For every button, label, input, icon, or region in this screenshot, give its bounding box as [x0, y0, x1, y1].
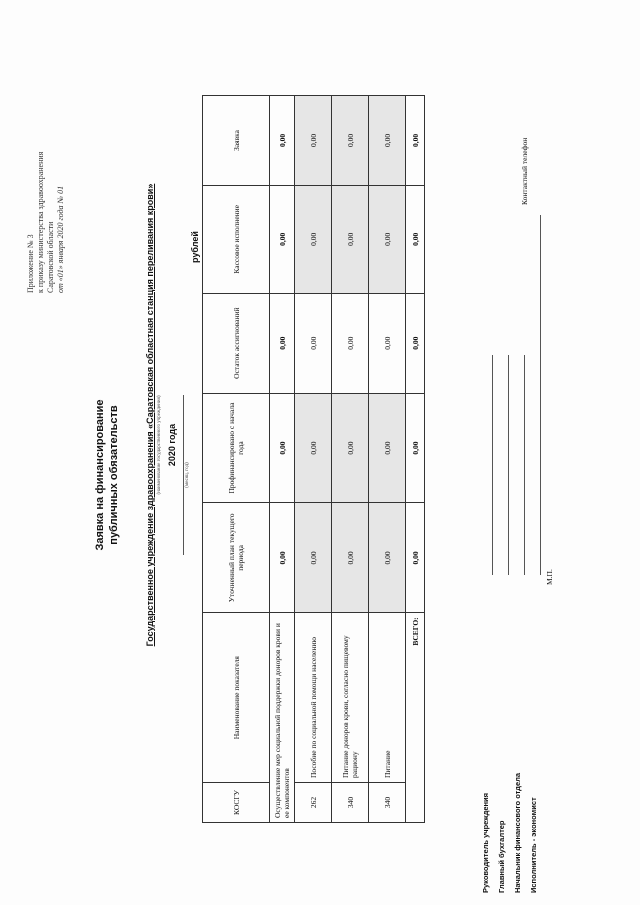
cell: 0,00	[295, 185, 332, 293]
appendix-note	[26, 152, 66, 293]
stamp-label: М.П.	[545, 569, 554, 585]
header-cell: Профинансировано с начала года	[203, 393, 270, 503]
cell: 0,00	[332, 293, 369, 393]
signature-line	[524, 355, 525, 575]
name-cell: Питание	[369, 613, 406, 783]
kosgu-cell: 262	[295, 783, 332, 823]
table-row	[295, 96, 332, 823]
cell: 0,00	[270, 96, 295, 186]
cell: 0,00	[332, 393, 369, 503]
table-row	[332, 96, 369, 823]
cell: 0,00	[369, 503, 406, 613]
appendix-line: от «01» января 2020 года № 01	[56, 185, 65, 293]
header-cell: Заявка	[203, 96, 270, 186]
appendix-line: Саратовской области	[46, 221, 55, 293]
document-title	[93, 325, 121, 625]
appendix-line: к приказу министерства здравоохранения	[36, 151, 45, 293]
cell: 0,00	[406, 185, 425, 293]
cell: 0,00	[332, 503, 369, 613]
header-cell: Наименование показателя	[203, 613, 270, 783]
header-cell: Кассовое исполнение	[203, 185, 270, 293]
signature-label: Руководитель учреждения	[481, 792, 490, 893]
period-note: (месяц, год)	[183, 395, 190, 555]
signature-line	[492, 355, 493, 575]
total-label: ВСЕГО:	[406, 613, 425, 823]
organization-name: Государственное учреждение здравоохранения «Саратовская областная станция переливания крови»	[145, 183, 155, 647]
name-cell: Пособие по социальной помощи населению	[295, 613, 332, 783]
cell: 0,00	[406, 96, 425, 186]
signature-block	[478, 773, 542, 893]
cell: 0,00	[332, 96, 369, 186]
title-line: публичных обязательств	[108, 405, 120, 545]
group-label: Осуществление мер социальной поддержки доноров крови и ее компонентов	[270, 613, 295, 823]
table-row	[270, 96, 295, 823]
cell: 0,00	[369, 293, 406, 393]
funding-table	[202, 95, 425, 823]
cell: 0,00	[270, 185, 295, 293]
cell: 0,00	[295, 393, 332, 503]
cell: 0,00	[406, 293, 425, 393]
period: 2020 года	[167, 423, 177, 467]
cell: 0,00	[270, 393, 295, 503]
total-row	[406, 96, 425, 823]
cell: 0,00	[332, 185, 369, 293]
cell: 0,00	[406, 503, 425, 613]
cell: 0,00	[295, 96, 332, 186]
name-cell: Питание доноров крови, согласно пищевому рациону	[332, 613, 369, 783]
organization-note: (наименование государственного учреждения)	[157, 395, 162, 495]
title-line: Заявка на финансирование	[94, 399, 106, 551]
appendix-line: Приложение № 3	[26, 234, 35, 293]
header-cell: Уточненный план текущего периода	[203, 503, 270, 613]
currency-label: рублей	[190, 231, 200, 263]
kosgu-cell: 340	[332, 783, 369, 823]
kosgu-cell: 340	[369, 783, 406, 823]
cell: 0,00	[406, 393, 425, 503]
signature-line	[508, 355, 509, 575]
cell: 0,00	[369, 393, 406, 503]
cell: 0,00	[270, 293, 295, 393]
cell: 0,00	[369, 96, 406, 186]
signature-label: Главный бухгалтер	[497, 820, 506, 893]
table-header	[203, 96, 270, 823]
signature-line	[540, 215, 541, 575]
header-cell: Остаток ассигнований	[203, 293, 270, 393]
header-cell: КОСГУ	[203, 783, 270, 823]
contact-phone-label: Контактный телефон	[520, 137, 529, 205]
cell: 0,00	[270, 503, 295, 613]
cell: 0,00	[369, 185, 406, 293]
signature-label: Начальник финансового отдела	[513, 772, 522, 893]
table-row	[369, 96, 406, 823]
cell: 0,00	[295, 293, 332, 393]
signature-label: Исполнитель - экономист	[529, 797, 538, 893]
cell: 0,00	[295, 503, 332, 613]
